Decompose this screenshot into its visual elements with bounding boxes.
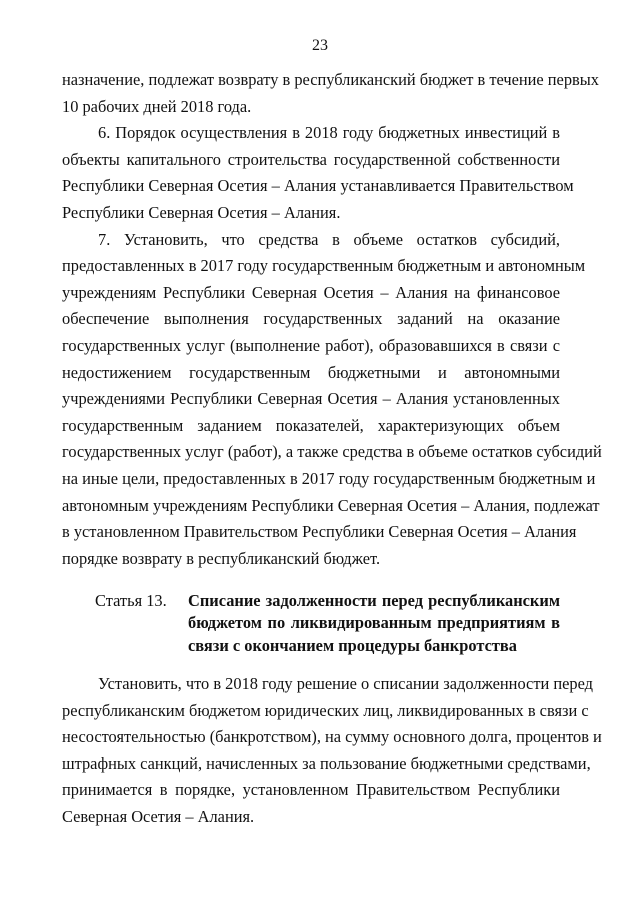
body-text-bottom [62,671,602,831]
text-line: на иные цели, предоставленных в 2017 году государственным бюджетным и [62,468,596,488]
text-line: автономным учреждениям Республики Северная Осетия – Алания, подлежат [62,495,600,515]
text-line: недостижением государственным бюджетными и автономными [62,362,560,382]
text-line: учреждениями Республики Северная Осетия – Алания установленных [62,389,560,409]
text-line: объекты капитального строительства государственной собственности [62,149,560,169]
page-number: 23 [312,37,328,54]
article-title-line: Списание задолженности перед республиканским [188,591,560,610]
paragraph [62,227,602,573]
article-title-line: бюджетом по ликвидированным предприятиям в [188,613,560,633]
text-line: обеспечение выполнения государственных заданий на оказание [62,309,560,329]
text-line: штрафных санкций, начисленных за пользование бюджетными средствами, [62,753,591,773]
body-text-top [62,67,602,572]
text-line: государственных услуг (выполнение работ), образовавшихся в связи с [62,335,560,355]
text-line: Северная Осетия – Алания. [62,806,255,826]
text-line: учреждениям Республики Северная Осетия – Алания на финансовое [62,282,560,302]
text-line: 7. Установить, что средства в объеме остатков субсидий, [98,229,560,249]
text-line: в установленном Правительством Республики Северная Осетия – Алания [62,522,577,542]
text-line: принимается в порядке, установленном Правительством Республики [62,780,560,800]
text-line: порядке возврату в республиканский бюджет. [62,548,381,568]
text-line: республиканским бюджетом юридических лиц, ликвидированных в связи с [62,700,589,720]
article-title-line: связи с окончанием процедуры банкротства [188,635,517,655]
text-line: Республики Северная Осетия – Алания устанавливается Правительством [62,176,574,196]
article-title [188,590,560,657]
text-line: предоставленных в 2017 году государственным бюджетным и автономным [62,256,586,276]
paragraph [62,671,602,831]
text-line: 6. Порядок осуществления в 2018 году бюджетных инвестиций в [98,123,560,143]
text-line: несостоятельностью (банкротством), на сумму основного долга, процентов и [62,727,602,747]
text-line: государственным заданием показателей, характеризующих объем [62,415,560,435]
text-line: Установить, что в 2018 году решение о списании задолженности перед [98,674,594,693]
text-line: 10 рабочих дней 2018 года. [62,96,252,116]
text-line: государственных услуг (работ), а также средства в объеме остатков субсидий [62,442,602,462]
text-line: назначение, подлежат возврату в республиканский бюджет в течение первых [62,70,599,89]
text-line: Республики Северная Осетия – Алания. [62,202,341,222]
paragraph [62,120,574,226]
article-label: Статья 13. [95,591,167,610]
paragraph [62,67,599,120]
